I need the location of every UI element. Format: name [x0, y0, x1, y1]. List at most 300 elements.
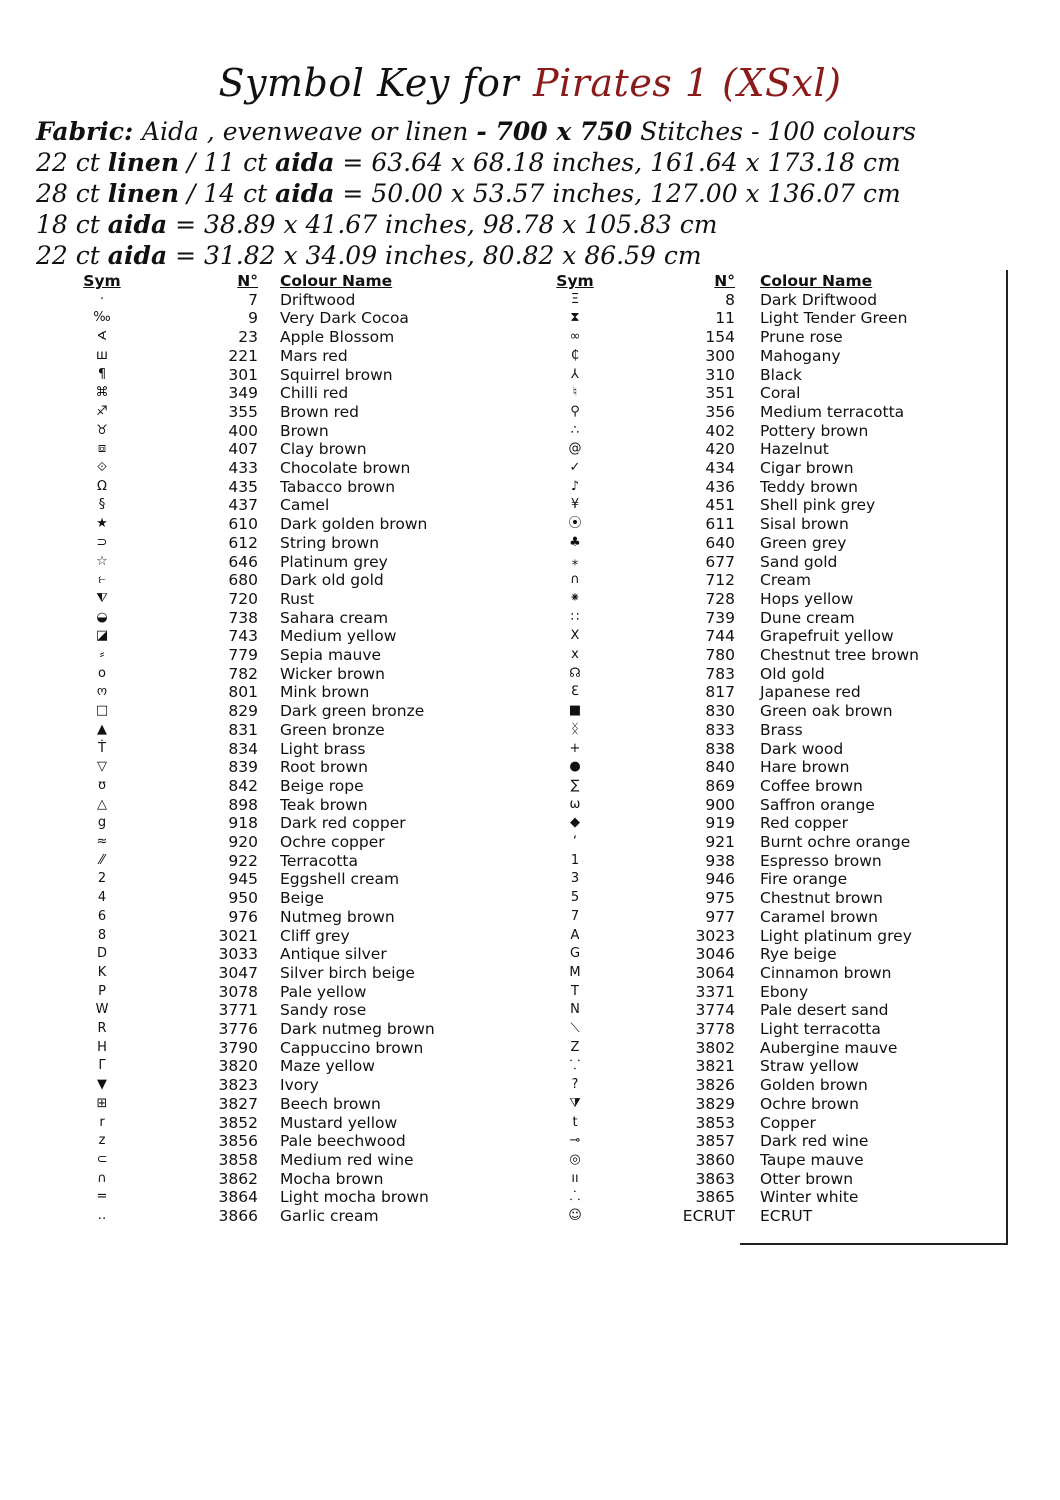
symbol-glyph: 1 — [570, 852, 580, 868]
symbol-glyph: G — [569, 946, 581, 962]
symbol-glyph: ● — [569, 759, 581, 775]
symbol-glyph: M — [569, 964, 581, 980]
colour-name: Teddy brown — [760, 477, 859, 496]
colour-name: Maze yellow — [280, 1057, 375, 1076]
table-row — [0, 1039, 1060, 1058]
colour-name: Fire orange — [760, 870, 848, 889]
symbol-glyph: ⊸ — [569, 1133, 581, 1149]
colour-name: Light platinum grey — [760, 926, 912, 945]
colour-number: 3826 — [695, 1076, 735, 1095]
colour-number: 3033 — [218, 945, 258, 964]
symbol-glyph: ω — [569, 796, 581, 812]
symbol-glyph: R — [97, 1021, 107, 1036]
table-row — [0, 496, 1060, 515]
colour-name: Mink brown — [280, 683, 370, 702]
colour-number: 833 — [705, 720, 735, 739]
symbol-glyph: ∩ — [570, 572, 580, 588]
table-row — [0, 1170, 1060, 1189]
colour-name: Brown — [280, 421, 329, 440]
symbol-glyph: ⚲ — [570, 403, 580, 419]
symbol-glyph: 2 — [97, 871, 107, 887]
colour-number: 839 — [228, 758, 258, 777]
symbol-glyph: ¶ — [97, 366, 107, 382]
table-row — [0, 627, 1060, 646]
symbol-glyph: ‥ — [97, 1208, 107, 1223]
colour-number: 400 — [228, 421, 258, 440]
colour-name: Medium yellow — [280, 627, 397, 646]
table-row — [0, 403, 1060, 422]
table-row — [0, 814, 1060, 833]
spec-emphasis: linen — [107, 148, 180, 177]
spec-text: = 63.64 x 68.18 inches, 161.64 x 173.18 cm — [334, 148, 901, 177]
symbol-glyph: T — [571, 983, 579, 999]
colour-name: Garlic cream — [280, 1207, 379, 1225]
symbol-glyph: H — [97, 1039, 107, 1055]
table-row — [0, 1057, 1060, 1076]
colour-name: Green oak brown — [760, 702, 893, 721]
colour-name: Pale beechwood — [280, 1132, 406, 1151]
colour-name: Burnt ochre orange — [760, 833, 911, 851]
colour-number: 3778 — [695, 1020, 735, 1038]
header-colour-name: Colour Name — [760, 272, 873, 290]
colour-name: Chestnut brown — [760, 889, 883, 908]
colour-number: 612 — [228, 533, 258, 552]
colour-number: 646 — [228, 552, 258, 571]
colour-name: Caramel brown — [760, 907, 878, 926]
colour-number: 780 — [705, 646, 735, 664]
spec-text: 22 ct — [36, 241, 108, 270]
colour-name: Sisal brown — [760, 515, 849, 534]
colour-name: Hare brown — [760, 758, 850, 777]
colour-name: Shell pink grey — [760, 496, 876, 515]
table-row — [0, 459, 1060, 478]
spec-text: = 31.82 x 34.09 inches, 80.82 x 86.59 cm — [167, 241, 702, 270]
colour-name: Camel — [280, 496, 330, 515]
colour-number: 900 — [705, 795, 735, 814]
colour-name: Antique silver — [280, 945, 387, 964]
colour-name: Light mocha brown — [280, 1188, 429, 1207]
symbol-glyph: ш — [96, 347, 108, 363]
colour-number: 945 — [228, 870, 258, 889]
spec-emphasis: - 700 x 750 — [476, 117, 633, 146]
colour-name: Japanese red — [760, 683, 861, 702]
symbol-glyph: ⊞ — [96, 1095, 108, 1111]
table-row — [0, 328, 1060, 347]
colour-name: Golden brown — [760, 1076, 868, 1095]
symbol-glyph: ♐ — [96, 403, 108, 419]
symbol-glyph: ⅄ — [571, 366, 579, 382]
colour-number: 829 — [228, 702, 258, 721]
table-row — [0, 422, 1060, 441]
colour-number: 921 — [705, 833, 735, 851]
spec-text: / 14 ct — [179, 179, 276, 208]
spec-emphasis: Fabric: — [36, 117, 142, 146]
colour-name: Dark red copper — [280, 814, 406, 833]
colour-number: 938 — [705, 851, 735, 870]
colour-number: 3776 — [218, 1020, 258, 1038]
colour-name: Ochre brown — [760, 1094, 859, 1113]
symbol-glyph: ☊ — [569, 665, 581, 681]
colour-number: 3864 — [218, 1188, 258, 1207]
colour-name: Driftwood — [280, 290, 356, 309]
fabric-spec-line — [36, 116, 916, 147]
symbol-glyph: x — [571, 647, 579, 662]
colour-name: Dark old gold — [280, 571, 384, 590]
table-row — [0, 1114, 1060, 1133]
table-row — [0, 646, 1060, 665]
table-row — [0, 478, 1060, 497]
symbol-glyph: ♉ — [96, 422, 108, 438]
symbol-glyph: ᛝ — [571, 721, 579, 737]
colour-number: 922 — [228, 851, 258, 870]
colour-number: 3856 — [218, 1132, 258, 1151]
colour-number: 3023 — [695, 926, 735, 945]
colour-name: Green grey — [760, 533, 847, 552]
spec-text: / 11 ct — [179, 148, 276, 177]
spec-text: Stitches - 100 colours — [632, 117, 916, 146]
symbol-glyph: ⁎ — [571, 553, 579, 569]
symbol-glyph: ⟍ — [570, 1021, 580, 1036]
colour-name: Hazelnut — [760, 440, 829, 459]
colour-number: 3790 — [218, 1038, 258, 1057]
table-row — [0, 665, 1060, 684]
colour-number: 23 — [238, 328, 258, 347]
symbol-glyph: ◆ — [570, 815, 580, 831]
symbol-glyph: ⧗ — [570, 310, 580, 326]
symbol-glyph: 7 — [570, 908, 580, 924]
colour-name: Mocha brown — [280, 1169, 384, 1188]
symbol-glyph: Γ — [98, 1058, 106, 1074]
table-row — [0, 683, 1060, 702]
colour-number: 817 — [705, 683, 735, 702]
colour-name: Green bronze — [280, 720, 385, 739]
symbol-glyph: N — [570, 1002, 580, 1018]
table-row — [0, 702, 1060, 721]
colour-number: 434 — [705, 459, 735, 477]
fabric-specifications — [36, 116, 916, 271]
colour-number: 355 — [228, 402, 258, 421]
table-row — [0, 1020, 1060, 1039]
symbol-glyph: ⁕ — [569, 590, 581, 606]
colour-name: Otter brown — [760, 1169, 854, 1188]
colour-name: Grapefruit yellow — [760, 627, 894, 646]
colour-name: Silver birch beige — [280, 963, 415, 982]
table-row — [0, 384, 1060, 403]
colour-number: 3853 — [695, 1113, 735, 1132]
colour-name: Beige rope — [280, 776, 364, 795]
colour-number: 976 — [228, 907, 258, 926]
colour-name: Straw yellow — [760, 1057, 859, 1076]
colour-name: Espresso brown — [760, 851, 882, 870]
colour-number: 435 — [228, 477, 258, 496]
header-sym: Sym — [83, 272, 121, 290]
colour-number: 3858 — [218, 1150, 258, 1169]
colour-name: Sandy rose — [280, 1001, 367, 1020]
table-row — [0, 758, 1060, 777]
colour-number: 3865 — [695, 1188, 735, 1207]
table-row — [0, 777, 1060, 796]
colour-number: 221 — [228, 346, 258, 365]
colour-number: 739 — [705, 608, 735, 627]
symbol-glyph: ⧩ — [569, 1095, 581, 1111]
symbol-glyph: ☺ — [568, 1208, 582, 1223]
colour-name: Light Tender Green — [760, 309, 908, 328]
table-row — [0, 291, 1060, 310]
colour-number: 712 — [705, 571, 735, 590]
colour-name: Cream — [760, 571, 811, 590]
colour-number: 3047 — [218, 963, 258, 982]
colour-name: Old gold — [760, 664, 825, 683]
colour-name: Dark green bronze — [280, 702, 425, 721]
colour-name: Medium red wine — [280, 1150, 414, 1169]
table-row — [0, 945, 1060, 964]
colour-name: Beech brown — [280, 1094, 381, 1113]
colour-name: Aubergine mauve — [760, 1038, 898, 1057]
colour-number: 420 — [705, 440, 735, 459]
colour-name: Ochre copper — [280, 833, 385, 851]
colour-name: Coffee brown — [760, 776, 863, 795]
symbol-glyph: § — [98, 497, 106, 513]
fabric-spec-line — [36, 178, 916, 209]
colour-number: 433 — [228, 459, 258, 477]
symbol-glyph: ⸗ — [99, 647, 105, 662]
colour-number: 779 — [228, 646, 258, 664]
colour-name: Sand gold — [760, 552, 838, 571]
colour-name: Sahara cream — [280, 608, 389, 627]
colour-number: 3078 — [218, 982, 258, 1001]
colour-number: 11 — [715, 309, 735, 328]
table-row — [0, 515, 1060, 534]
header-sym: Sym — [556, 272, 594, 290]
colour-name: Cliff grey — [280, 926, 350, 945]
symbol-glyph: ▼ — [97, 1077, 107, 1093]
symbol-glyph: ♪ — [570, 478, 580, 494]
table-bottom-border — [740, 1243, 1007, 1245]
colour-name: Eggshell cream — [280, 870, 400, 889]
symbol-glyph: ■ — [568, 703, 582, 719]
symbol-glyph: 3 — [570, 871, 580, 887]
colour-name: Chilli red — [280, 384, 349, 403]
colour-name: Dark nutmeg brown — [280, 1020, 435, 1038]
table-row — [0, 609, 1060, 628]
table-row — [0, 833, 1060, 852]
symbol-glyph: ◎ — [569, 1151, 581, 1167]
table-row — [0, 1151, 1060, 1170]
table-row — [0, 964, 1060, 983]
symbol-glyph: ? — [571, 1077, 579, 1093]
table-row — [0, 852, 1060, 871]
colour-name: Taupe mauve — [760, 1150, 864, 1169]
spec-emphasis: aida — [107, 210, 168, 239]
colour-name: Ivory — [280, 1076, 319, 1095]
symbol-glyph: ⵝ — [570, 628, 580, 644]
colour-name: Ebony — [760, 982, 809, 1001]
title-prefix: Symbol Key for — [218, 61, 519, 105]
colour-number: 310 — [705, 365, 735, 384]
table-row — [0, 347, 1060, 366]
symbol-glyph: 6 — [97, 908, 107, 924]
symbol-glyph: r — [99, 1114, 105, 1130]
colour-number: 3821 — [695, 1057, 735, 1076]
colour-number: 975 — [705, 889, 735, 908]
colour-number: 3863 — [695, 1169, 735, 1188]
symbol-glyph: ⧈ — [97, 441, 107, 457]
colour-name: Hops yellow — [760, 589, 854, 608]
symbol-glyph: ⌘ — [95, 385, 109, 401]
symbol-glyph: 8 — [97, 927, 107, 943]
symbol-glyph: ℇ — [571, 684, 579, 700]
table-row — [0, 534, 1060, 553]
symbol-glyph: ⊃ — [96, 534, 108, 550]
spec-emphasis: linen — [107, 179, 180, 208]
symbol-glyph: o — [98, 665, 106, 681]
colour-name: Chestnut tree brown — [760, 646, 919, 664]
colour-name: Sepia mauve — [280, 646, 382, 664]
symbol-glyph: 5 — [570, 890, 580, 906]
colour-name: Dark red wine — [760, 1132, 869, 1151]
symbol-glyph: ‰ — [93, 310, 111, 326]
symbol-glyph: D — [96, 946, 107, 962]
colour-number: 919 — [705, 814, 735, 833]
spec-emphasis: aida — [275, 179, 335, 208]
header-number: N° — [237, 272, 258, 290]
table-row — [0, 440, 1060, 459]
symbol-glyph: W — [95, 1002, 109, 1018]
symbol-glyph: t — [572, 1114, 578, 1130]
symbol-glyph: ∷ — [570, 609, 580, 625]
colour-name: Mahogany — [760, 346, 841, 365]
symbol-glyph: ⦿ — [568, 516, 582, 532]
symbol-glyph: ¥ — [570, 497, 580, 513]
symbol-glyph: ⧨ — [96, 590, 108, 606]
symbol-glyph: 4 — [97, 890, 107, 906]
colour-name: Mustard yellow — [280, 1113, 398, 1132]
colour-number: 3046 — [695, 945, 735, 964]
header-colour-name: Colour Name — [280, 272, 393, 290]
symbol-glyph: Ω — [97, 478, 107, 494]
colour-number: 834 — [228, 739, 258, 758]
symbol-glyph: ∴ — [570, 422, 580, 438]
fabric-spec-line — [36, 240, 916, 271]
symbol-glyph: ⸫ — [569, 1189, 581, 1205]
table-row — [0, 590, 1060, 609]
colour-number: 677 — [705, 552, 735, 571]
table-right-border — [1006, 270, 1008, 1245]
spec-text: Aida , evenweave or linen — [141, 117, 477, 146]
symbol-glyph: □ — [95, 703, 109, 719]
colour-number: 782 — [228, 664, 258, 683]
symbol-glyph: @ — [568, 441, 582, 457]
colour-number: 407 — [228, 440, 258, 459]
colour-name: Brown red — [280, 402, 359, 421]
symbol-glyph: ∢ — [96, 329, 108, 345]
symbol-glyph: ♮ — [572, 385, 578, 401]
symbol-glyph: ✓ — [569, 460, 581, 475]
colour-number: 3774 — [695, 1001, 735, 1020]
symbol-glyph: ∞ — [569, 329, 581, 345]
colour-name: Apple Blossom — [280, 328, 395, 347]
colour-name: Very Dark Cocoa — [280, 309, 409, 328]
colour-name: Light brass — [280, 739, 366, 758]
symbol-glyph: z — [98, 1133, 106, 1149]
table-row — [0, 1076, 1060, 1095]
symbol-glyph: ⥼ — [98, 572, 106, 588]
table-row — [0, 889, 1060, 908]
colour-number: 3857 — [695, 1132, 735, 1151]
table-row — [0, 870, 1060, 889]
colour-name: ECRUT — [760, 1207, 813, 1225]
table-row — [0, 721, 1060, 740]
colour-number: 3852 — [218, 1113, 258, 1132]
table-row — [0, 908, 1060, 927]
colour-number: 743 — [228, 627, 258, 646]
colour-number: 3862 — [218, 1169, 258, 1188]
symbol-glyph: Ξ — [570, 291, 580, 307]
symbol-glyph: ▲ — [97, 721, 107, 737]
symbol-glyph: = — [96, 1189, 108, 1205]
colour-number: 950 — [228, 889, 258, 908]
colour-number: 611 — [705, 515, 735, 534]
table-row — [0, 1188, 1060, 1207]
symbol-glyph: ♣ — [569, 534, 581, 550]
colour-name: Dark Driftwood — [760, 290, 878, 309]
table-row — [0, 309, 1060, 328]
colour-name: Saffron orange — [760, 795, 875, 814]
colour-number: 436 — [705, 477, 735, 496]
colour-name: Terracotta — [280, 851, 358, 870]
table-row — [0, 553, 1060, 572]
colour-number: 7 — [248, 290, 258, 309]
symbol-glyph: ⸪ — [569, 1058, 581, 1074]
symbol-glyph: ▽ — [97, 759, 107, 775]
colour-name: Coral — [760, 384, 801, 403]
symbol-glyph: · — [99, 291, 105, 307]
spec-text: 22 ct — [36, 148, 108, 177]
symbol-glyph: K — [97, 964, 107, 980]
colour-name: Clay brown — [280, 440, 367, 459]
header-number: N° — [714, 272, 735, 290]
spec-text: = 38.89 x 41.67 inches, 98.78 x 105.83 cm — [167, 210, 718, 239]
colour-number: 838 — [705, 739, 735, 758]
colour-number: 437 — [228, 496, 258, 515]
colour-name: Chocolate brown — [280, 459, 411, 477]
colour-number: 918 — [228, 814, 258, 833]
symbol-glyph: ⁄⁄ — [99, 852, 105, 868]
colour-number: 744 — [705, 627, 735, 646]
symbol-glyph: ⟐ — [96, 460, 108, 475]
colour-number: ECRUT — [682, 1207, 735, 1225]
colour-name: Medium terracotta — [760, 402, 905, 421]
colour-number: 9 — [248, 309, 258, 328]
colour-name: Tabacco brown — [280, 477, 396, 496]
colour-number: 8 — [725, 290, 735, 309]
symbol-glyph: ₵ — [570, 347, 580, 363]
colour-number: 154 — [705, 328, 735, 347]
colour-name: Copper — [760, 1113, 816, 1132]
colour-name: Rye beige — [760, 945, 837, 964]
colour-number: 720 — [228, 589, 258, 608]
colour-number: 831 — [228, 720, 258, 739]
colour-number: 3820 — [218, 1057, 258, 1076]
table-row — [0, 740, 1060, 759]
symbol-glyph: ≈ — [96, 834, 108, 849]
colour-name: Pottery brown — [760, 421, 869, 440]
colour-number: 977 — [705, 907, 735, 926]
symbol-glyph: ıı — [571, 1170, 579, 1186]
colour-name: Cappuccino brown — [280, 1038, 424, 1057]
symbol-glyph: ☆ — [96, 553, 108, 569]
colour-number: 300 — [705, 346, 735, 365]
